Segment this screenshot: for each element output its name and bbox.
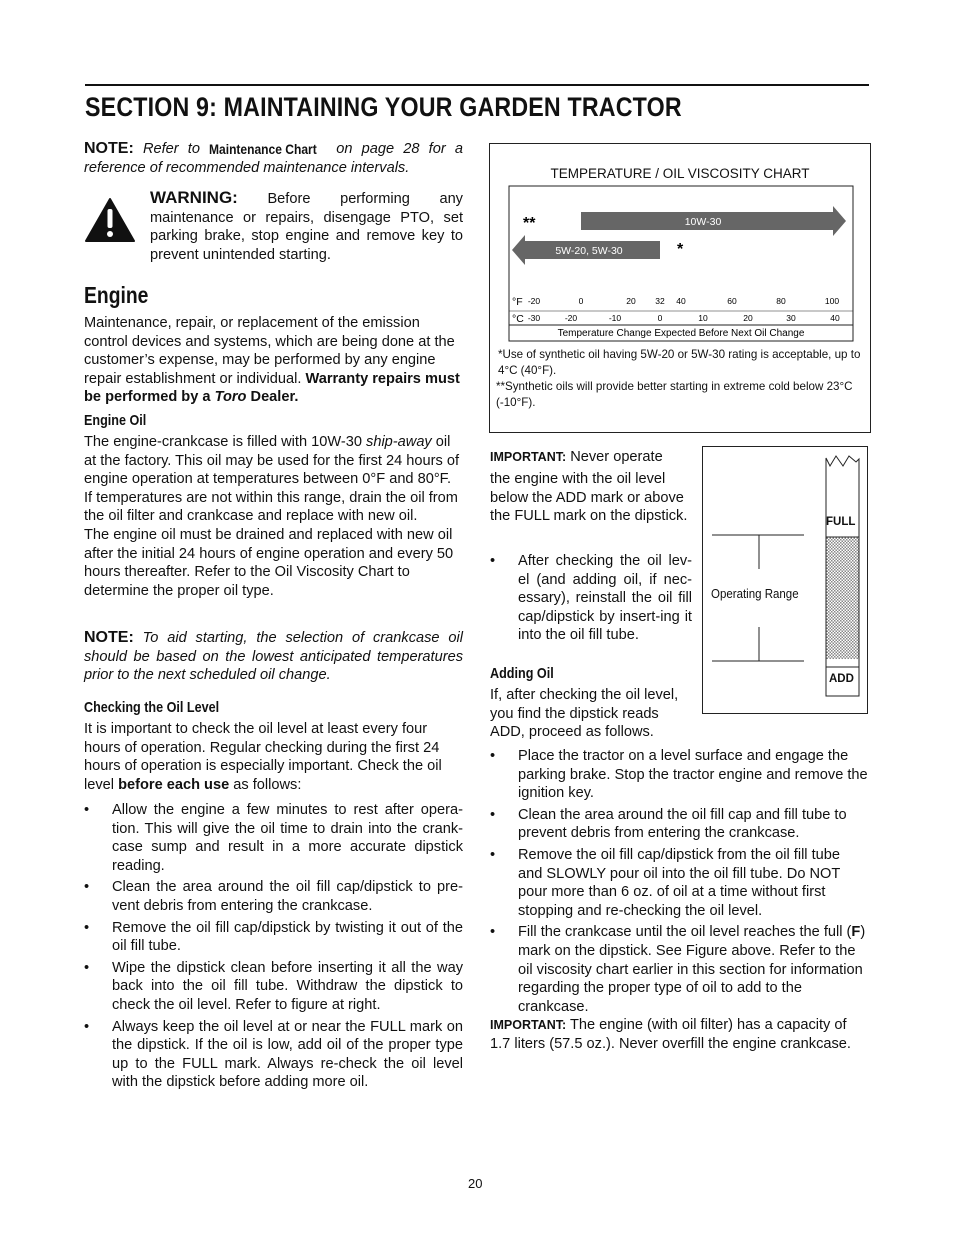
celsius-tick-label: 10 xyxy=(698,313,708,323)
list-item: • Clean the area around the oil fill cap and fill tube to prevent debris from entering the crankcase. xyxy=(490,806,868,843)
adding-oil-intro: If, after checking the oil level, you find the dipstick reads ADD, proceed as follows. xyxy=(490,687,679,741)
fahrenheit-tick-label: 0 xyxy=(578,296,584,306)
warning-block xyxy=(150,189,463,264)
celsius-tick-label: 20 xyxy=(743,313,753,323)
list-item xyxy=(490,923,868,1016)
note-label: NOTE: xyxy=(84,140,134,157)
engine-oil-body xyxy=(84,433,463,600)
fahrenheit-label: °F xyxy=(512,296,523,308)
toro-brand: Toro xyxy=(214,389,247,406)
list-item: • Place the tractor on a level surface and engage the parking brake. Stop the tractor engine and remove the ignition key. xyxy=(490,747,868,803)
celsius-tick-label: 0 xyxy=(657,313,663,323)
chart-footer: Temperature Change Expected Before Next Oil Change xyxy=(557,328,805,339)
header-rule xyxy=(85,84,869,86)
list-item: • Clean the area around the oil fill cap/dipstick to pre-vent debris from entering the crankcase. xyxy=(84,878,463,915)
important-capacity-text: The engine (with oil filter) has a capacity of 1.7 liters (57.5 oz.). Never overfill the engine crankcase. xyxy=(490,1017,851,1052)
dealer-text: Dealer. xyxy=(250,389,299,406)
fahrenheit-tick-label: 100 xyxy=(824,296,840,306)
fahrenheit-tick-label: 40 xyxy=(676,296,686,306)
list-item: • Always keep the oil level at or near the FULL mark on the dipstick. If the oil is low, add oil of the proper type up to the FULL mark. Always re-check the oil level with the dipstick before adding more oil. xyxy=(84,1018,463,1092)
fill-text-b: ) mark on the dipstick. See Figure above. Refer to the oil viscosity chart earlier in this section for information regarding the proper type of oil to add to the crankcase. xyxy=(518,924,866,1015)
important-label: IMPORTANT: xyxy=(490,450,567,464)
fahrenheit-tick-label: 60 xyxy=(727,296,737,306)
note-text-b: on page 28 for a reference of recommended maintenance intervals. xyxy=(84,141,463,176)
page-number: 20 xyxy=(468,1176,483,1191)
celsius-tick-label: -10 xyxy=(608,313,622,323)
engine-intro xyxy=(84,314,463,407)
engine-oil-p1a: The engine-crankcase is filled with 10W-30 xyxy=(84,434,362,450)
reinstall-bullets xyxy=(490,552,692,648)
celsius-ticks xyxy=(528,313,840,323)
checking-intro xyxy=(84,720,463,794)
celsius-label: °C xyxy=(512,313,524,325)
engine-oil-p2: The engine oil must be drained and replaced with new oil after the initial 24 hours of engine operation and every 50 hours thereafter. Refer to the Oil Viscosity Chart to determine the proper oil type. xyxy=(84,526,454,599)
fahrenheit-tick-label: 80 xyxy=(776,296,786,306)
celsius-tick-label: 30 xyxy=(786,313,796,323)
adding-oil-heading: Adding Oil xyxy=(490,665,554,682)
fahrenheit-tick-label: 20 xyxy=(626,296,636,306)
list-item: • Allow the engine a few minutes to rest after opera-tion. This will give the oil time to drain into the crank-case sump and result in a more accurate dipstick reading. xyxy=(84,801,463,875)
viscosity-chart xyxy=(505,184,857,344)
list-item: • Wipe the dipstick clean before inserting it all the way back into the oil fill tube. Withdraw the dipstick to check the oil level. Refer to figure at right. xyxy=(84,959,463,1015)
checking-intro-b: as follows: xyxy=(233,776,302,793)
warning-label: WARNING: xyxy=(150,188,238,207)
celsius-tick-label: -30 xyxy=(527,313,541,323)
celsius-tick-label: -20 xyxy=(564,313,578,323)
warranty-text: Warranty repairs must be performed by a xyxy=(84,370,460,406)
footnote-synthetic-1: *Use of synthetic oil having 5W-20 or 5W-30 rating is acceptable, up to 4°C (40°F). xyxy=(498,348,861,377)
important-text-b: the engine with the oil level below the ADD mark or above the FULL mark on the dipstick. xyxy=(490,471,688,525)
note-crankcase-text: To aid starting, the selection of crankcase oil should be based on the lowest anticipated temperatures prior to the next scheduled oil change. xyxy=(84,630,463,684)
fahrenheit-ticks xyxy=(528,296,840,306)
engine-oil-heading: Engine Oil xyxy=(84,412,147,429)
section-title: SECTION 9: MAINTAINING YOUR GARDEN TRACTOR xyxy=(85,92,682,122)
double-star: ** xyxy=(523,215,536,232)
list-item: • After checking the oil lev-el (and adding oil, if nec-essary), reinstall the oil fill cap/dipstick by insert-ing it into the oil fill tube. xyxy=(490,552,692,645)
add-mark: ADD xyxy=(829,673,854,685)
warning-triangle-icon xyxy=(84,197,136,243)
note-label-2: NOTE: xyxy=(84,629,134,646)
viscosity-chart-title: TEMPERATURE / OIL VISCOSITY CHART xyxy=(550,166,810,181)
fill-text-a: Fill the crankcase until the oil level reaches the full ( xyxy=(518,924,852,941)
checking-heading: Checking the Oil Level xyxy=(84,699,220,716)
operating-range-label: Operating Range xyxy=(711,587,799,601)
note-text-a: Refer to xyxy=(142,141,200,157)
adding-oil-bullets xyxy=(490,747,868,1019)
before-each-use: before each use xyxy=(118,776,230,793)
engine-intro-text: Maintenance, repair, or replacement of the emission control devices and systems, which are being done at the customer’s expense, may be performed by any engine repair establishment or individual. xyxy=(84,315,455,387)
list-item: • Remove the oil fill cap/dipstick from the oil fill tube and SLOWLY pour oil into the oil fill tube. Do NOT pour more than 6 oz. of oil at a time without first stopping and re-checking the oil level. xyxy=(490,846,868,920)
fahrenheit-tick-label: 32 xyxy=(655,296,665,306)
footnote-synthetic-2: **Synthetic oils will provide better starting in extreme cold below 23°C (-10°F). xyxy=(496,380,853,409)
label-5w: 5W-20, 5W-30 xyxy=(555,245,623,257)
important-text-a: Never operate xyxy=(570,449,663,465)
full-mark: FULL xyxy=(826,516,856,528)
fahrenheit-tick-label: -20 xyxy=(527,296,541,306)
maintenance-chart-ref: Maintenance Chart xyxy=(209,141,317,157)
checking-bullets xyxy=(84,801,463,1095)
important-oil-level xyxy=(490,448,690,467)
important-label-2: IMPORTANT: xyxy=(490,1018,567,1032)
list-item: • Remove the oil fill cap/dipstick by twisting it out of the oil fill tube. xyxy=(84,919,463,956)
celsius-tick-label: 40 xyxy=(830,313,840,323)
note-crankcase xyxy=(84,629,463,685)
important-capacity xyxy=(490,1016,870,1053)
single-star: * xyxy=(677,241,684,258)
checking-intro-a: It is important to check the oil level at least every four hours of operation. Regular checking during the first 24 hours of operation is especially important. Check the oil level xyxy=(84,721,442,793)
engine-oil-p1b: oil at the factory. This oil may be used for the first 24 hours of engine operation at temperatures between 0°F and 80°F. If temperatures are not within this range, drain the oil from the oil filter and crankcase and replace with new oil. xyxy=(84,434,460,525)
ship-away-text: ship-away xyxy=(366,434,432,450)
note-maintenance-chart xyxy=(84,140,463,177)
engine-heading: Engine xyxy=(84,282,149,308)
full-f-mark: F xyxy=(851,924,861,941)
warning-text: Before performing any maintenance or repairs, disengage PTO, set parking brake, stop engine and remove key to prevent unintended starting. xyxy=(150,191,463,263)
label-10w30: 10W-30 xyxy=(684,216,722,228)
